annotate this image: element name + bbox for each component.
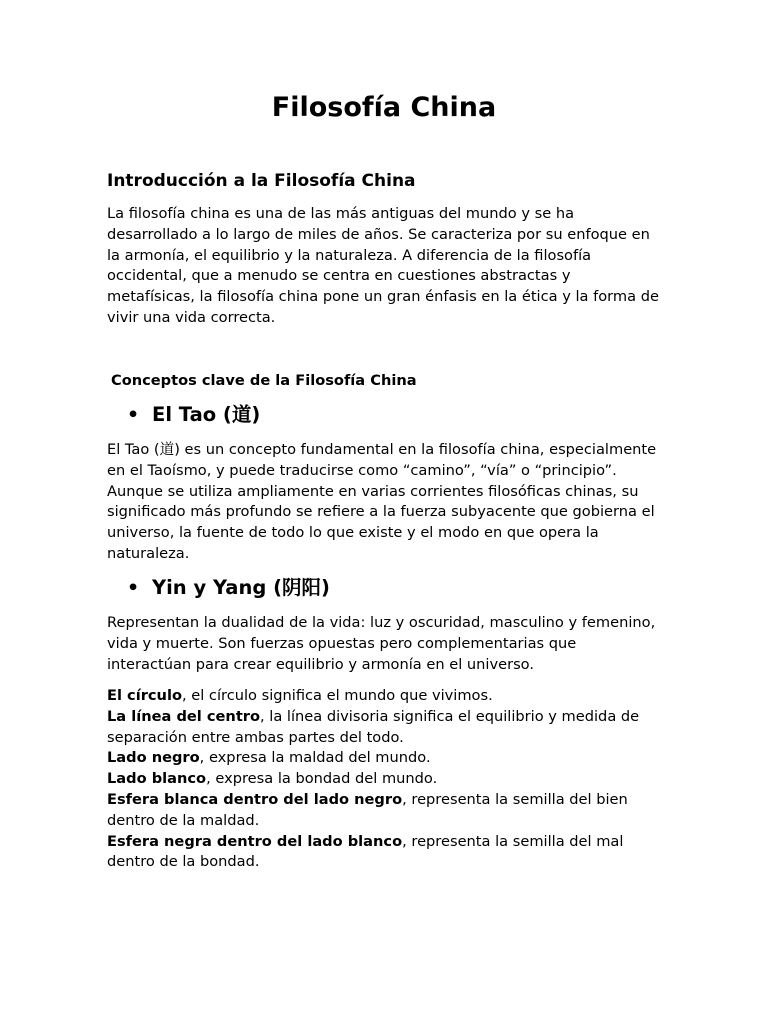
concepts-heading: Conceptos clave de la Filosofía China — [111, 372, 417, 389]
tao-bullet — [127, 402, 260, 428]
bullet-dot-icon: • — [127, 404, 140, 426]
definition-term: Lado blanco — [107, 770, 207, 788]
definition-item — [107, 748, 663, 769]
definition-text: , la línea divisoria significa el equilibrio y medida de separación entre ambas partes del todo. — [107, 707, 640, 746]
definition-term: Lado negro — [107, 749, 200, 767]
definition-text: , representa la semilla del bien dentro de la maldad. — [107, 790, 628, 829]
definition-item — [107, 790, 663, 832]
bullet-dot-icon: • — [127, 577, 140, 599]
definition-item — [107, 769, 663, 790]
definition-text: , el círculo significa el mundo que vivimos. — [181, 687, 493, 704]
definition-item — [107, 686, 663, 707]
definition-term: Esfera blanca dentro del lado negro — [107, 790, 403, 808]
definition-text: , representa la semilla del mal dentro de la bondad. — [107, 832, 624, 871]
yin-yang-definitions — [107, 686, 663, 873]
definition-item — [107, 707, 663, 749]
intro-heading: Introducción a la Filosofía China — [107, 171, 416, 191]
intro-paragraph: La filosofía china es una de las más antiguas del mundo y se ha desarrollado a lo largo de miles de años. Se caracteriza por su enfoque en la armonía, el equilibrio y la naturaleza. A diferencia de la filosofía occidental, que a menudo se centra en cuestiones abstractas y metafísicas, la filosofía china pone un gran énfasis en la ética y la forma de vivir una vida correcta. — [107, 205, 659, 326]
page-title: Filosofía China — [271, 92, 497, 123]
definition-text: , expresa la bondad del mundo. — [206, 770, 438, 788]
yin-yang-paragraph: Representan la dualidad de la vida: luz y oscuridad, masculino y femenino, vida y muerte. Son fuerzas opuestas pero complementarias que interactúan para crear equilibrio y armonía en el universo. — [107, 614, 656, 673]
definition-term: La línea del centro — [107, 707, 261, 725]
yin-yang-heading: Yin y Yang (阴阳) — [152, 576, 330, 599]
definition-term: El círculo — [107, 687, 182, 704]
yin-yang-bullet — [127, 575, 330, 601]
definition-text: , expresa la maldad del mundo. — [199, 749, 431, 767]
tao-heading: El Tao (道) — [152, 403, 261, 426]
definition-term: Esfera negra dentro del lado blanco — [107, 832, 403, 850]
definition-item — [107, 832, 663, 874]
tao-paragraph: El Tao (道) es un concepto fundamental en la filosofía china, especialmente en el Taoísmo, y puede traducirse como “camino”, “vía” o “principio”. Aunque se utiliza ampliamente en varias corrientes filosóficas chinas, su significado más profundo se refiere a la fuerza subyacente que gobierna el universo, la fuente de todo lo que existe y el modo en que opera la naturaleza. — [107, 441, 657, 562]
